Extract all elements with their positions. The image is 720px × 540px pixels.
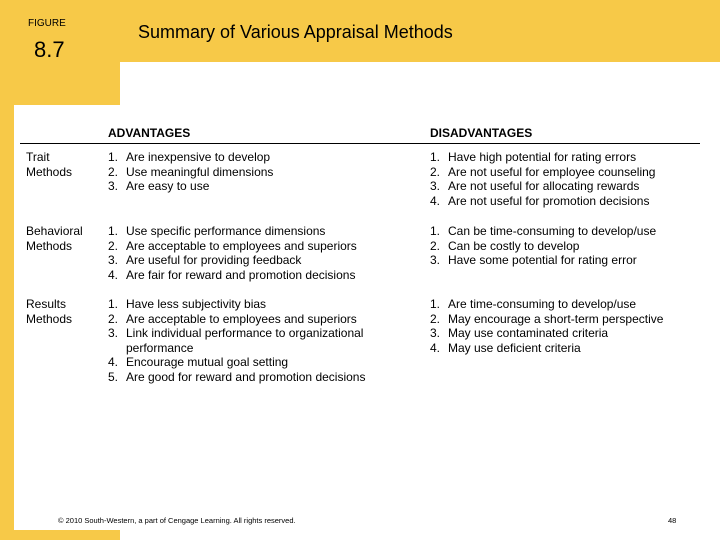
- list-item: 3. Are not useful for allocating rewards: [430, 179, 640, 194]
- list-item: 3. Are easy to use: [108, 179, 210, 194]
- figure-label: FIGURE: [28, 18, 66, 29]
- list-item: 2. Use meaningful dimensions: [108, 164, 274, 179]
- trait-disadvantages-list: [430, 150, 655, 208]
- list-item: 2. Are acceptable to employees and superiors: [108, 238, 357, 253]
- page-number: 48: [668, 516, 677, 525]
- list-item: 3. Have some potential for rating error: [430, 253, 637, 268]
- list-item: 1. Use specific performance dimensions: [108, 224, 326, 238]
- list-item: 1. Have less subjectivity bias: [108, 297, 267, 311]
- list-item: 1. Are time-consuming to develop/use: [430, 297, 637, 311]
- list-item: 2. Are acceptable to employees and superiors: [108, 311, 357, 326]
- trait-advantages-list: [108, 150, 273, 194]
- list-item: 4. Encourage mutual goal setting: [108, 355, 289, 370]
- list-item: 1. Are inexpensive to develop: [108, 150, 271, 164]
- list-item: 3. Are useful for providing feedback: [108, 253, 302, 268]
- list-item: 2. Are not useful for employee counseling: [430, 164, 656, 179]
- advantages-header: ADVANTAGES: [108, 126, 191, 140]
- list-item: 4. Are fair for reward and promotion decisions: [108, 267, 356, 282]
- disadvantages-header: DISADVANTAGES: [430, 126, 533, 140]
- row-label-trait: Trait Methods: [26, 150, 73, 179]
- list-item: 2. May encourage a short-term perspective: [430, 311, 664, 326]
- list-item: 1. Have high potential for rating errors: [430, 150, 637, 164]
- list-item: 4. Are not useful for promotion decisions: [430, 193, 650, 208]
- row-label-results: Results Methods: [26, 297, 73, 326]
- results-advantages-list: [108, 297, 398, 385]
- behavioral-advantages-list: [108, 224, 357, 282]
- list-item: 1. Can be time-consuming to develop/use: [430, 224, 657, 238]
- list-item: 4. May use deficient criteria: [430, 340, 581, 355]
- copyright-notice: © 2010 South-Western, a part of Cengage Learning. All rights reserved.: [58, 516, 296, 525]
- figure-number: 8.7: [34, 37, 65, 62]
- behavioral-disadvantages-list: [430, 224, 656, 268]
- list-item: 2. Can be costly to develop: [430, 238, 580, 253]
- list-item: 3. Link individual performance to organizational performance: [108, 326, 364, 355]
- results-disadvantages-list: [430, 297, 663, 355]
- row-label-behavioral: Behavioral Methods: [26, 224, 83, 253]
- page-title: Summary of Various Appraisal Methods: [138, 22, 453, 42]
- list-item: 5. Are good for reward and promotion decisions: [108, 369, 366, 384]
- list-item: 3. May use contaminated criteria: [430, 326, 609, 341]
- header-divider: [20, 143, 700, 144]
